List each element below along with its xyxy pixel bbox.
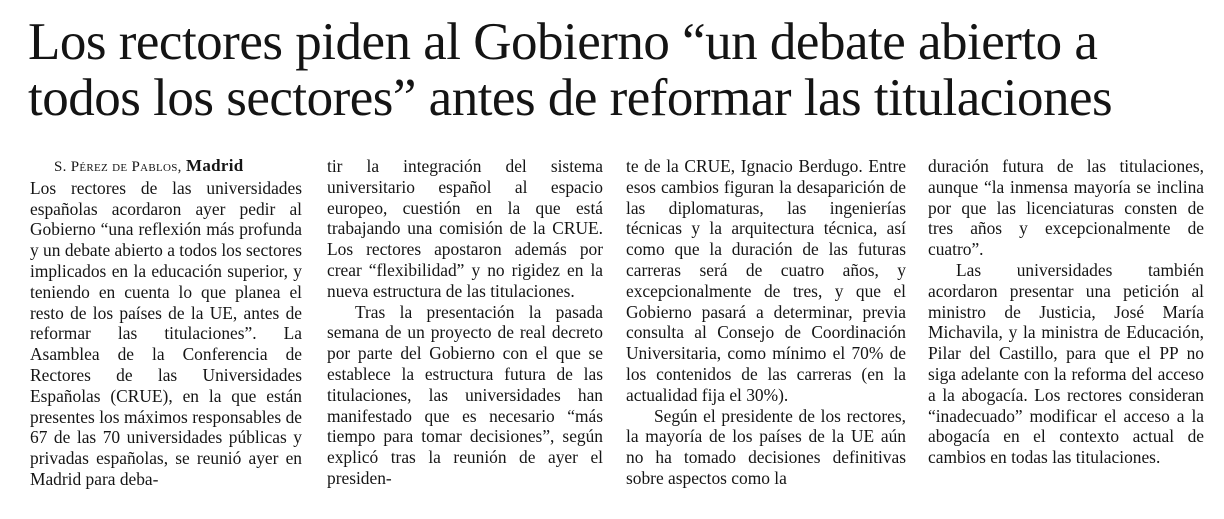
paragraph: Según el presidente de los rectores, la mayoría de los países de la UE aún no ha tomado decisiones definitivas sobre aspectos como la bbox=[626, 405, 906, 488]
headline-line-2: todos los sectores” antes de reformar las titulaciones bbox=[28, 69, 1113, 127]
byline-author: S. Pérez de Pablos, bbox=[54, 159, 182, 175]
article-column-4 bbox=[928, 156, 1204, 468]
article-column-1 bbox=[30, 156, 302, 490]
paragraph: tir la integración del sistema universitario español al espacio europeo, cuestión en la que está trabajando una comisión de la CRUE. Los rectores apostaron además por crear “flexibilidad” y no rigidez en la nueva estructura de las titulaciones. bbox=[327, 156, 603, 301]
paragraph: Tras la presentación la pasada semana de un proyecto de real decreto por parte del Gobierno con el que se establece la estructura futura de las titulaciones, las universidades han manifestado que es necesario “más tiempo para tomar decisiones”, según explicó tras la reunión de ayer el presiden- bbox=[327, 301, 603, 488]
byline bbox=[30, 156, 302, 178]
paragraph: duración futura de las titulaciones, aunque “la inmensa mayoría se inclina por que las licenciaturas consten de tres años y excepcionalmente de cuatro”. bbox=[928, 156, 1204, 260]
paragraph: te de la CRUE, Ignacio Berdugo. Entre esos cambios figuran la desaparición de las diplomaturas, las ingenierías técnicas y la arquitectura técnica, así como que la duración de las futuras carreras será de cuatro años, y excepcionalmente de tres, y que el Gobierno pasará a determinar, previa consulta al Consejo de Coordinación Universitaria, como mínimo el 70% de los contenidos de las carreras (en la actualidad fija el 30%). bbox=[626, 156, 906, 405]
byline-city: Madrid bbox=[186, 156, 244, 175]
article-column-3 bbox=[626, 156, 906, 489]
article-column-2 bbox=[327, 156, 603, 489]
paragraph: Las universidades también acordaron presentar una petición al ministro de Justicia, José María Michavila, y la ministra de Educación, Pilar del Castillo, para que el PP no siga adelante con la reforma del acceso a la abogacía. Los rectores consideran “inadecuado” modificar el acceso a la abogacía en el contexto actual de cambios en todas las titulaciones. bbox=[928, 259, 1204, 468]
headline-line-1: Los rectores piden al Gobierno “un debate abierto a bbox=[28, 13, 1098, 71]
paragraph: Los rectores de las universidades españolas acordaron ayer pedir al Gobierno “una reflexión más profunda y un debate abierto a todos los sectores implicados en la educación superior, y teniendo en cuenta lo que planea el resto de los países de la UE, antes de reformar las titulaciones”. La Asamblea de la Conferencia de Rectores de las Universidades Españolas (CRUE), en la que están presentes los máximos responsables de 67 de las 70 universidades públicas y privadas españolas, se reunió ayer en Madrid para deba- bbox=[30, 177, 302, 489]
headline bbox=[28, 14, 1218, 126]
